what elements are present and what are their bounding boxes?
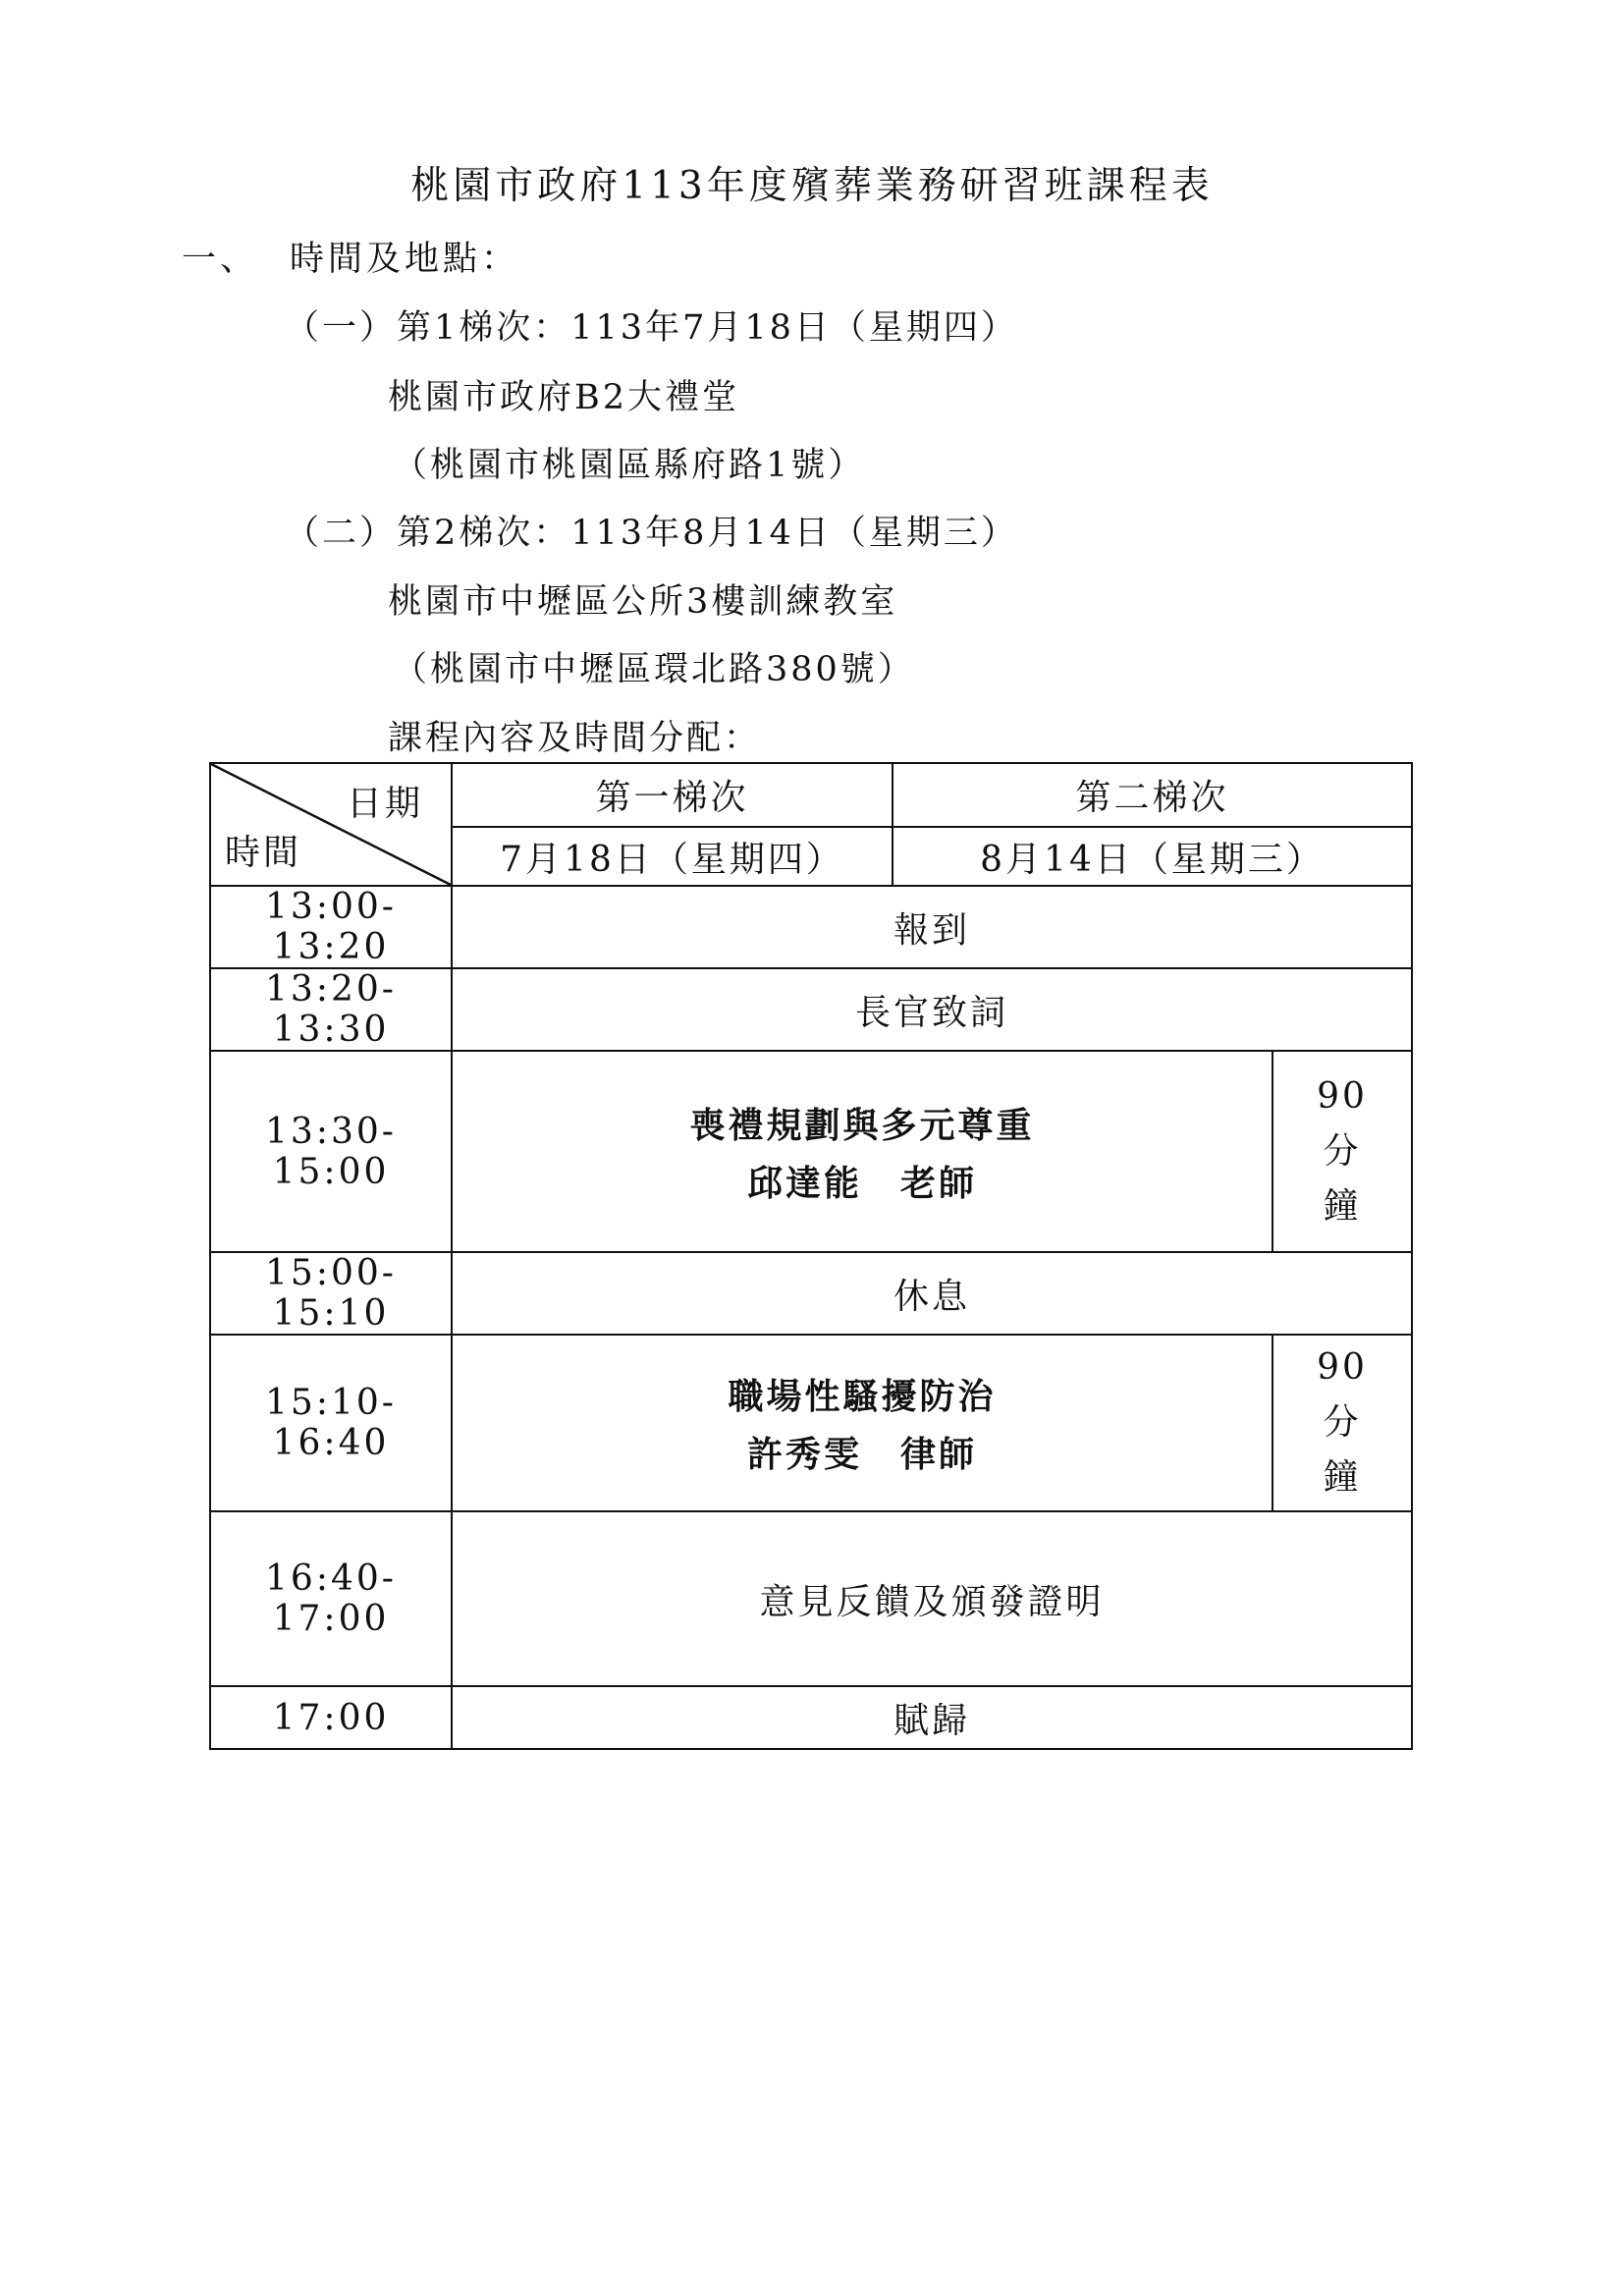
row-content: 賦歸	[452, 1686, 1412, 1749]
row-content: 休息	[452, 1252, 1412, 1335]
session-speaker: 邱達能 老師	[746, 1162, 977, 1204]
schedule-table	[209, 762, 1413, 1750]
batch-2-address: （桃園市中壢區環北路380號）	[393, 650, 915, 689]
corner-cell	[210, 763, 452, 886]
duration-number: 90	[1317, 1075, 1368, 1117]
duration-unit-2: 鐘	[1323, 1185, 1362, 1227]
section-heading	[182, 232, 519, 281]
session-cell	[452, 1335, 1272, 1511]
row-content: 意見反饋及頒發證明	[452, 1511, 1412, 1686]
corner-date-label: 日期	[346, 784, 423, 824]
table-header-row	[210, 763, 1412, 827]
batch-1-header: 第一梯次	[452, 763, 893, 827]
course-heading: 課程內容及時間分配：	[388, 719, 762, 758]
section-heading-text: 時間及地點：	[290, 240, 520, 279]
batch-2-date: 8月14日（星期三）	[893, 827, 1412, 886]
batch-2-venue: 桃園市中壢區公所3樓訓練教室	[388, 582, 898, 622]
row-time: 16:40-17:00	[210, 1511, 452, 1686]
row-content: 報到	[452, 886, 1412, 968]
batch-1-venue: 桃園市政府B2大禮堂	[388, 378, 739, 417]
section-number: 一、	[182, 240, 259, 279]
row-time: 17:00	[210, 1686, 452, 1749]
session-topic: 喪禮規劃與多元尊重	[689, 1104, 1035, 1146]
duration-number: 90	[1317, 1347, 1368, 1388]
table-row	[210, 886, 1412, 968]
batch-1-date: 7月18日（星期四）	[452, 827, 893, 886]
row-time: 13:30-15:00	[210, 1051, 452, 1252]
session-duration	[1272, 1335, 1412, 1511]
row-time: 15:00-15:10	[210, 1252, 452, 1335]
duration-unit-2: 鐘	[1323, 1457, 1362, 1498]
row-time: 15:10-16:40	[210, 1335, 452, 1511]
row-time: 13:20-13:30	[210, 968, 452, 1051]
batch-2-header: 第二梯次	[893, 763, 1412, 827]
row-content: 長官致詞	[452, 968, 1412, 1051]
corner-time-label: 時間	[225, 833, 302, 873]
row-time: 13:00-13:20	[210, 886, 452, 968]
document-title: 桃園市政府113年度殯葬業務研習班課程表	[410, 164, 1214, 208]
batch-2-label: （二）第2梯次：113年8月14日（星期三）	[285, 514, 1018, 553]
batch-1-label: （一）第1梯次：113年7月18日（星期四）	[285, 308, 1018, 348]
duration-unit-1: 分	[1323, 1130, 1362, 1172]
duration-unit-1: 分	[1323, 1402, 1362, 1443]
table-row	[210, 1252, 1412, 1335]
session-duration	[1272, 1051, 1412, 1252]
session-cell	[452, 1051, 1272, 1252]
session-topic: 職場性騷擾防治	[728, 1376, 997, 1417]
table-row	[210, 968, 1412, 1051]
session-speaker: 許秀雯 律師	[746, 1434, 977, 1475]
table-row	[210, 1511, 1412, 1686]
table-row	[210, 1051, 1412, 1252]
batch-1-address: （桃園市桃園區縣府路1號）	[393, 446, 866, 485]
table-row	[210, 1335, 1412, 1511]
table-row	[210, 1686, 1412, 1749]
